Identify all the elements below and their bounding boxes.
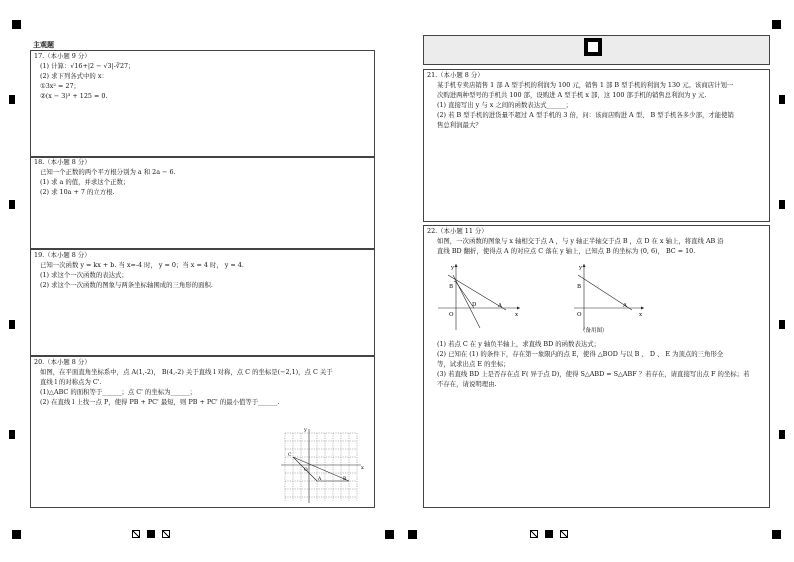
corner-mark-top-right — [772, 20, 781, 29]
question-20 — [34, 358, 333, 408]
question-line: (1) 求这个一次函数的表达式； — [40, 270, 128, 279]
question-line: (1)△ABC 的面积等于______；点 C' 的坐标为______； — [40, 387, 197, 396]
question-line: ①3x² = 27； — [40, 81, 80, 90]
question-line: 如图，在平面直角坐标系中，点 A(1,-2)， B(4,-2) 关于直线 l 对称，点 C 的坐标是(−2,1)，点 C 关于 — [40, 367, 333, 376]
axis-label-y: y — [579, 265, 583, 271]
question-line: (1) 直接写出 y 与 x 之间的函数表达式______； — [437, 100, 573, 109]
footer-mark — [530, 530, 538, 538]
footer-mark — [147, 530, 155, 538]
question-line: 不存在，请说明理由. — [437, 379, 497, 388]
question-line: (2) 在直线 l 上找一点 P，使得 PB + PC' 最短，则 PB + PC' 的最小值等于______. — [40, 397, 280, 406]
point-label-d: D — [472, 302, 477, 308]
corner-mark-bottom-left — [12, 530, 21, 539]
axis-label-y: y — [451, 265, 455, 271]
origin-label: O — [577, 312, 582, 318]
corner-mark-bottom-mid-right — [408, 530, 417, 539]
point-label-b: B — [449, 284, 454, 290]
question-line: (1) 求 a 的值，并求这个正数； — [40, 177, 130, 186]
axis-label-x: x — [515, 312, 519, 318]
question-header: 17.（本小题 9 分） — [34, 52, 91, 60]
q22-figure-backup — [572, 262, 652, 334]
figure-caption: （备用图） — [580, 328, 608, 334]
footer-mark — [560, 530, 568, 538]
corner-mark-bottom-mid-left — [385, 530, 394, 539]
question-header: 22.（本小题 11 分） — [427, 227, 488, 235]
point-label-a: A — [498, 303, 502, 309]
footer-mark — [132, 530, 140, 538]
question-17 — [34, 52, 135, 102]
question-line: 售总利润最大？ — [437, 120, 482, 129]
question-line: 直线 l 的对称点为 C'. — [40, 377, 102, 386]
question-line: (2) 求这个一次函数的图象与两条坐标轴围成的三角形的面积. — [40, 280, 213, 289]
corner-mark-top-left — [12, 20, 21, 29]
question-header: 20.（本小题 8 分） — [34, 358, 91, 366]
point-label-c: C — [288, 453, 292, 458]
origin-label: O — [449, 312, 454, 318]
question-22-intro — [427, 227, 724, 257]
question-line: 已知一次函数 y = kx + b. 当 x=-4 时， y = 0；当 x = 4 时， y = 4. — [40, 260, 244, 269]
question-line: 等，试求出点 E 的坐标； — [437, 359, 510, 368]
question-header: 21.（本小题 8 分） — [427, 71, 484, 79]
point-label-b: B — [577, 284, 582, 290]
question-22-parts — [427, 340, 749, 390]
q22-figure-main — [436, 262, 526, 334]
question-line: (3) 若直线 BD 上是否存在点 F( 异于点 D)，使得 S△ABD = S△ABF ？若存在，请直接写出点 F 的坐标；若 — [437, 369, 750, 378]
q20-grid-figure — [275, 425, 367, 505]
side-mark — [779, 200, 785, 209]
axis-label-y: y — [304, 427, 307, 433]
side-mark — [9, 430, 15, 439]
question-line: (2) 已知在 (1) 的条件下，存在第一象限内的点 E，使得 △BOD 与以 B 、 D 、 E 为顶点的三角形全 — [437, 349, 724, 358]
side-mark — [9, 320, 15, 329]
side-mark — [779, 320, 785, 329]
axis-label-x: x — [361, 465, 364, 471]
corner-mark-bottom-right — [772, 530, 781, 539]
question-header: 19.（本小题 8 分） — [34, 251, 91, 259]
question-line: 如图，一次函数的图象与 x 轴相交于点 A ，与 y 轴正半轴交于点 B ，点 D 在 x 轴上，将直线 AB 沿 — [437, 236, 724, 245]
side-mark — [779, 95, 785, 104]
header-square-mark-inner — [588, 42, 598, 52]
question-line: 已知一个正数的两个平方根分别为 a 和 2a − 6. — [40, 167, 176, 176]
side-mark — [779, 430, 785, 439]
question-line: (1) 若点 C 在 y 轴负半轴上，求直线 BD 的函数表达式； — [437, 340, 601, 348]
footer-mark — [545, 530, 553, 538]
axis-label-x: x — [639, 312, 643, 318]
side-mark — [9, 95, 15, 104]
point-label-a: A — [318, 477, 322, 482]
origin-label: O — [304, 468, 308, 473]
question-line: (2) 若 B 型手机的进货量不超过 A 型手机的 3 倍，问：该商店购进 A 型、 B 型手机各多少部，才能使销 — [437, 110, 734, 119]
question-line: ②(x − 3)³ + 125 = 0. — [40, 91, 108, 100]
question-19 — [34, 251, 244, 291]
question-21 — [427, 71, 734, 131]
question-line: (2) 求 10a + 7 的立方根. — [40, 187, 115, 196]
section-title: 主观题 — [33, 41, 54, 49]
point-label-b: B — [343, 477, 347, 482]
question-header: 18.（本小题 8 分） — [34, 158, 91, 166]
question-line: (1) 计算：√16+|2 − √3|-∛27； — [40, 61, 135, 70]
side-mark — [9, 200, 15, 209]
question-line: 直线 BD 翻折，使得点 A 的对应点 C 落在 y 轴上，已知点 B 的坐标为 (0, 6)， BC = 10. — [437, 246, 696, 255]
question-18 — [34, 158, 176, 198]
point-label-a: A — [623, 303, 627, 309]
question-line: (2) 求下列各式中的 x： — [40, 71, 108, 80]
footer-mark — [162, 530, 170, 538]
question-line: 某手机专卖店销售 1 部 A 型手机的利润为 100 元，销售 1 部 B 型手机的利润为 130 元。该商店计划一 — [437, 80, 734, 89]
question-line: 次购进两种型号的手机共 100 部，设购进 A 型手机 x 部，这 100 部手机的销售总利润为 y 元. — [437, 90, 707, 99]
